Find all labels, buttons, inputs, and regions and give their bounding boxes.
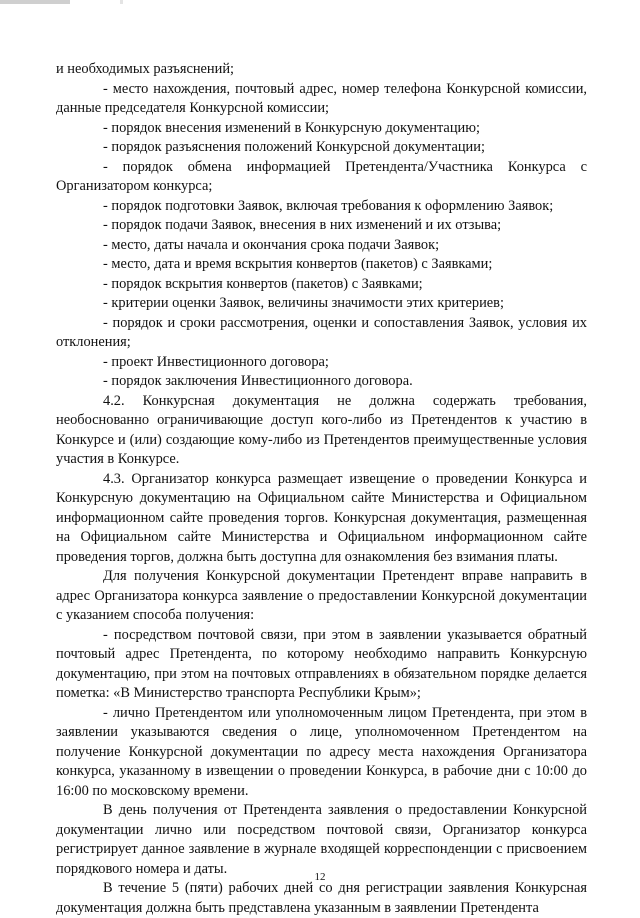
list-item-contract-conclusion: - порядок заключения Инвестиционного договора. (103, 373, 413, 389)
document-body (56, 60, 587, 918)
list-item-commission-address: - место нахождения, почтовый адрес, номер телефона Конкурсной комиссии, данные председателя Конкурсной комиссии; (56, 80, 587, 116)
section-4-3-paragraph: 4.3. Организатор конкурса размещает извещение о проведении Конкурса и Конкурсную документацию на Официальном сайте Министерства и Официальном информационном сайте проведения торгов. Конкурсная документация, размещенная на Официальном сайте Министерства и Официальном информационном сайте проведения торгов, должна быть доступна для ознакомления без взимания платы. (56, 470, 587, 565)
list-item-evaluation-criteria: - критерии оценки Заявок, величины значимости этих критериев; (103, 295, 504, 311)
list-item-application-preparation: - порядок подготовки Заявок, включая требования к оформлению Заявок; (103, 197, 554, 214)
paragraph-continuation: и необходимых разъяснений; (56, 61, 235, 77)
list-item-application-submission: - порядок подачи Заявок, внесения в них изменений и их отзыва; (103, 217, 502, 233)
list-item-by-post: - посредством почтовой связи, при этом в заявлении указывается обратный почтовый адрес Претендента, по которому необходимо направить Конкурсную документацию, при этом на почтовых отправлениях в обязательном порядке делается пометка: «В Министерство транспорта Республики Крым»; (56, 626, 587, 701)
list-item-clarifications: - порядок разъяснения положений Конкурсной документации; (103, 139, 485, 155)
section-4-2-paragraph: 4.2. Конкурсная документация не должна содержать требования, необоснованно ограничивающие доступ кого-либо из Претендентов к участию в Конкурсе и (или) создающие кому-либо из Претендентов преимущественные условия участия в Конкурсе. (56, 392, 587, 467)
paragraph-obtaining-documentation: Для получения Конкурсной документации Претендент вправе направить в адрес Организатора конкурса заявление о предоставлении Конкурсной документации с указанием способа получения: (56, 568, 587, 623)
scan-edge-decoration (0, 0, 640, 4)
paragraph-registration: В день получения от Претендента заявления о предоставлении Конкурсной документации лично или посредством почтовой связи, Организатор конкурса регистрирует данное заявление в журнале входящей корреспонденции с присвоением порядкового номера и даты. (56, 802, 587, 877)
list-item-evaluation-procedure: - порядок и сроки рассмотрения, оценки и сопоставления Заявок, условия их отклонения; (56, 314, 587, 350)
list-item-opening-procedure: - порядок вскрытия конвертов (пакетов) с Заявками; (103, 275, 423, 292)
page-number: 12 (314, 871, 326, 883)
list-item-draft-contract: - проект Инвестиционного договора; (103, 353, 329, 370)
list-item-opening-place-time: - место, дата и время вскрытия конвертов (пакетов) с Заявками; (103, 256, 493, 272)
list-item-information-exchange: - порядок обмена информацией Претендента/Участника Конкурса с Организатором конкурса; (56, 158, 587, 194)
paragraph-five-days: В течение 5 (пяти) рабочих дней со дня регистрации заявления Конкурсная документация должна быть представлена указанным в заявлении Претендента (56, 880, 587, 916)
list-item-in-person: - лично Претендентом или уполномоченным лицом Претендента, при этом в заявлении указываются сведения о лице, уполномоченном Претендентом на получение Конкурсной документации по адресу места нахождения Организатора конкурса, указанному в извещении о проведении Конкурса, в рабочие дни с 10:00 до 16:00 по московскому времени. (56, 704, 587, 799)
list-item-submission-dates: - место, даты начала и окончания срока подачи Заявок; (103, 236, 440, 253)
list-item-amendments: - порядок внесения изменений в Конкурсную документацию; (103, 119, 480, 136)
